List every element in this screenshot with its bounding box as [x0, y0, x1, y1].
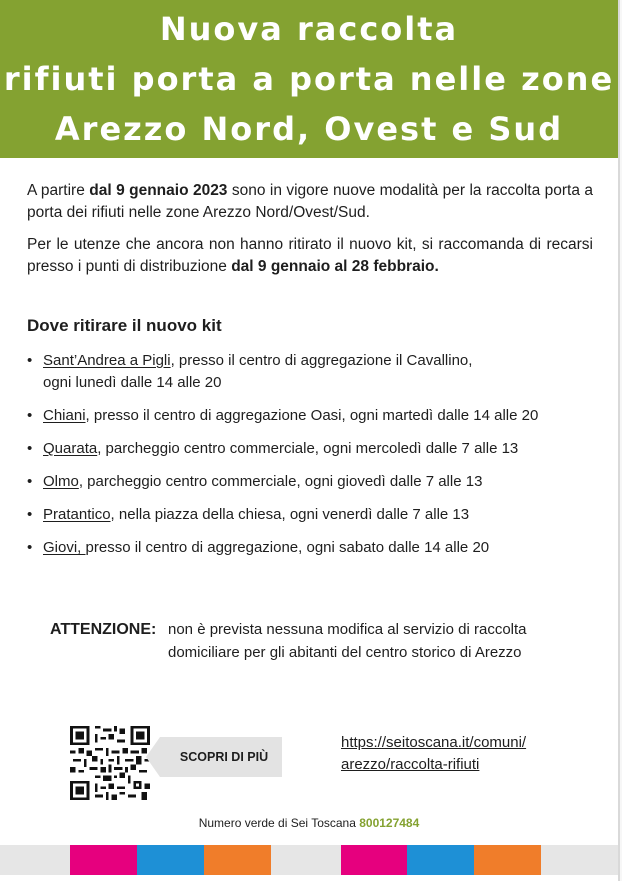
place-link[interactable]: Chiani — [43, 407, 86, 424]
intro-p1-end: sono in vigore nuove modalità per la raccolta porta a porta dei rifiuti nelle zone Arezzo Nord/Ovest/Sud. — [27, 182, 594, 221]
place-detail: , parcheggio centro commerciale, ogni giovedì dalle 7 alle 13 — [78, 473, 483, 490]
place-detail: , presso il centro di aggregazione il Cavallino, — [170, 352, 473, 369]
attention-text: non è prevista nessuna modifica al servizio di raccolta domiciliare per gli abitanti del centro storico di Arezzo — [168, 621, 527, 661]
stripe-segment — [137, 845, 204, 875]
place-detail: , nella piazza della chiesa, ogni venerdì dalle 7 alle 13 — [110, 506, 470, 523]
place-detail: , parcheggio centro commerciale, ogni mercoledì dalle 7 alle 13 — [97, 440, 519, 457]
stripe-segment — [474, 845, 541, 875]
intro-p2-dates: dal 9 gennaio al 28 febbraio. — [231, 258, 439, 275]
intro-paragraph-2 — [27, 234, 593, 278]
list-item — [27, 504, 597, 526]
discover-more-button[interactable]: SCOPRI DI PIÙ — [160, 737, 282, 777]
stripe-segment — [204, 845, 271, 875]
place-link[interactable]: Pratantico — [43, 506, 111, 523]
stripe-segment — [70, 845, 137, 875]
website-link[interactable] — [341, 732, 526, 776]
cta-wrapper — [160, 737, 282, 777]
qr-code-icon[interactable] — [70, 725, 150, 801]
list-item — [27, 438, 597, 460]
intro-text — [27, 180, 593, 288]
toll-free-line — [0, 816, 618, 830]
place-detail: , presso il centro di aggregazione Oasi, ogni martedì dalle 14 alle 20 — [85, 407, 539, 424]
bullet: • — [27, 352, 33, 369]
title-line-2: rifiuti porta a porta nelle zone — [3, 60, 615, 98]
bullet: • — [27, 440, 33, 457]
toll-free-number[interactable]: 800127484 — [359, 816, 420, 830]
stripe-segment — [341, 845, 407, 875]
bullet: • — [27, 407, 33, 424]
title-line-3: Arezzo Nord, Ovest e Sud — [54, 110, 564, 148]
stripe-segment — [541, 845, 618, 875]
distribution-list — [27, 350, 597, 570]
intro-p1-start: A partire — [27, 182, 90, 199]
section-title: Dove ritirare il nuovo kit — [27, 316, 222, 335]
list-item — [27, 471, 597, 493]
list-item — [27, 350, 597, 394]
stripe-segment — [407, 845, 474, 875]
place-link[interactable]: Quarata — [43, 440, 98, 457]
attention-label: ATTENZIONE: — [50, 621, 157, 638]
stripe-segment — [271, 845, 341, 875]
place-detail-2: ogni lunedì dalle 14 alle 20 — [43, 374, 222, 391]
website-link-line-2: arezzo/raccolta-rifiuti — [341, 756, 480, 773]
place-link[interactable]: Sant’Andrea a Pigli — [43, 352, 171, 369]
stripe-segment — [0, 845, 70, 875]
arrow-left-icon — [146, 737, 160, 777]
intro-p1-date: dal 9 gennaio 2023 — [89, 182, 228, 199]
list-item — [27, 405, 597, 427]
bullet: • — [27, 506, 33, 523]
bullet: • — [27, 539, 33, 556]
color-stripe — [0, 845, 618, 875]
place-detail: presso il centro di aggregazione, ogni sabato dalle 14 alle 20 — [85, 539, 490, 556]
bullet: • — [27, 473, 33, 490]
page-header — [0, 0, 618, 158]
intro-paragraph-1 — [27, 180, 593, 224]
toll-free-label: Numero verde di Sei Toscana — [198, 816, 360, 830]
intro-p2-start: Per le utenze che ancora non hanno ritirato il nuovo kit, si raccomanda di recarsi presso i punti di distribuzione — [27, 236, 593, 275]
website-link-line-1: https://seitoscana.it/comuni/ — [341, 734, 527, 751]
title-line-1: Nuova raccolta — [159, 10, 459, 48]
place-link[interactable]: Olmo — [43, 473, 79, 490]
place-link[interactable]: Giovi, — [43, 539, 86, 556]
list-item — [27, 537, 597, 559]
